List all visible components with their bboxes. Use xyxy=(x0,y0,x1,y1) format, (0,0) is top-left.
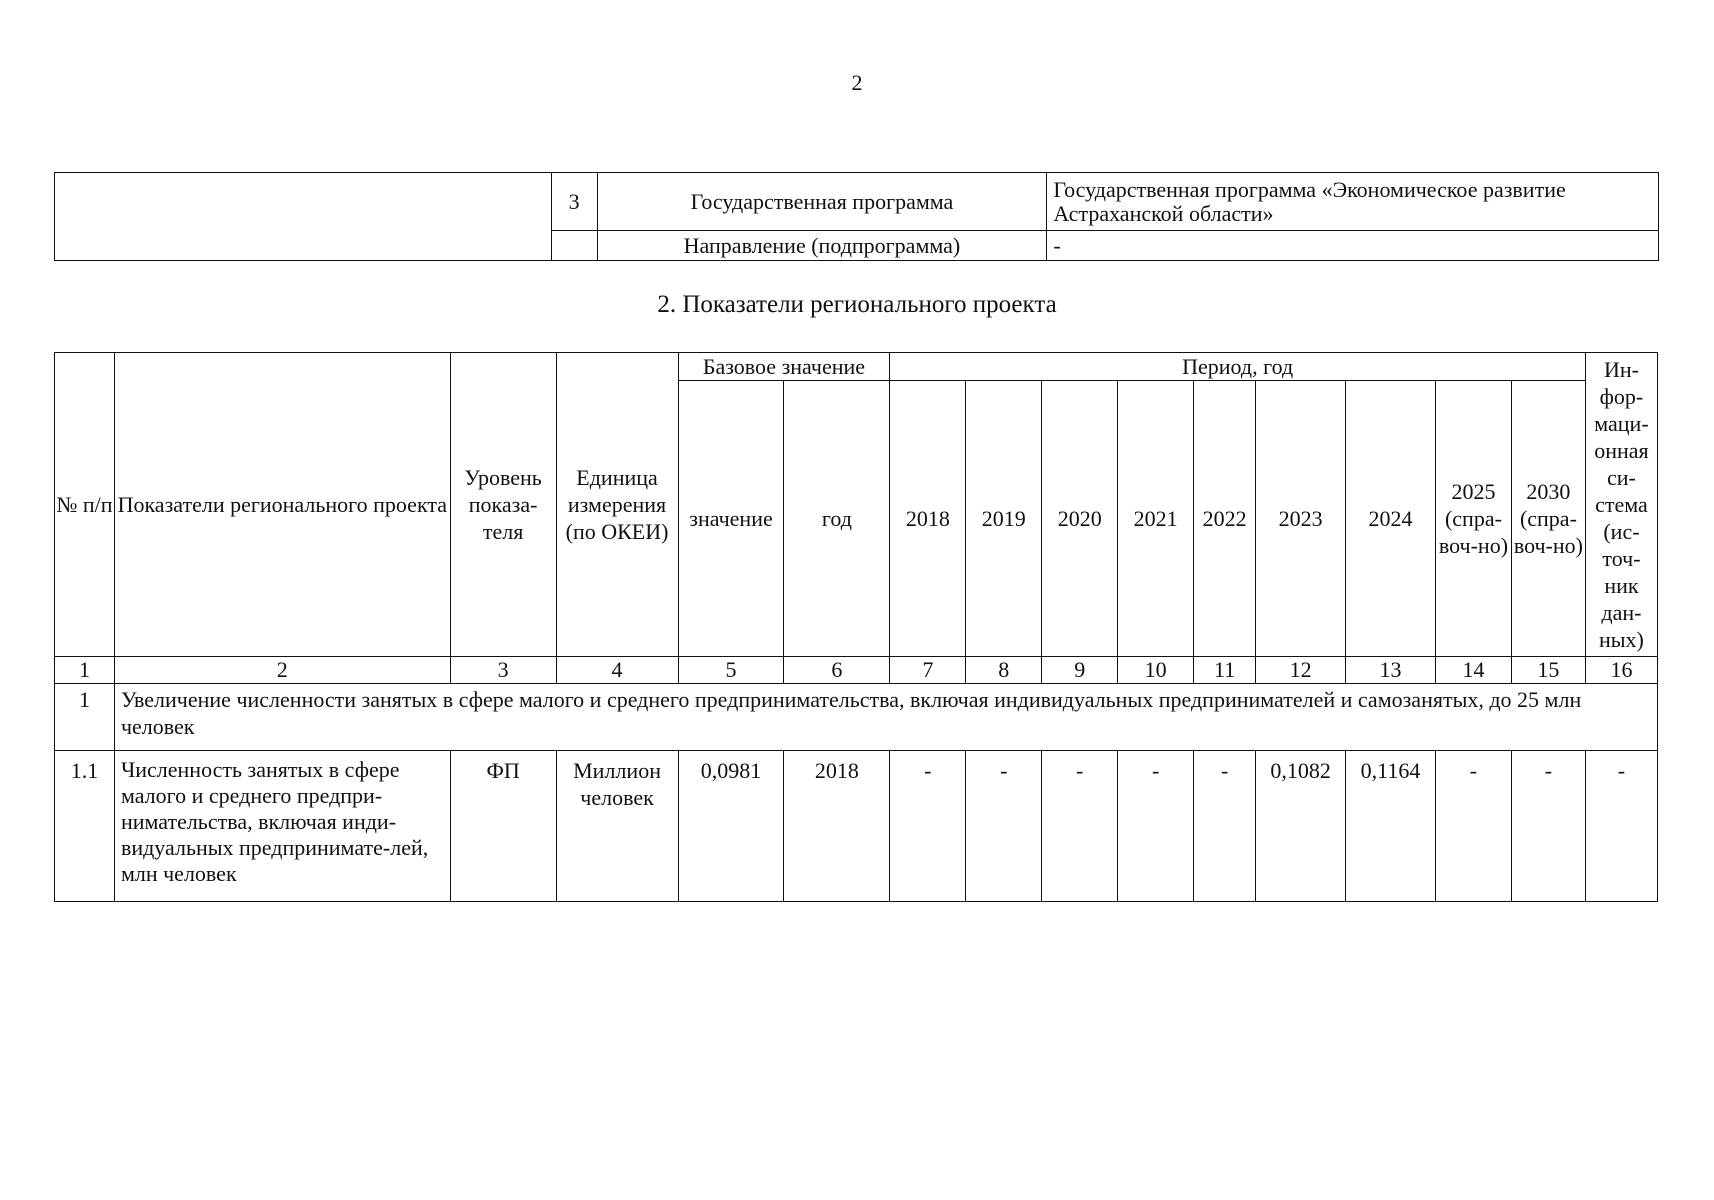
column-number: 4 xyxy=(556,657,678,684)
header-indicators: Показатели регионального проекта xyxy=(114,353,450,657)
header-unit: Единица измерения (по ОКЕИ) xyxy=(556,353,678,657)
section-title: 2. Показатели регионального проекта xyxy=(657,291,1057,318)
column-number: 2 xyxy=(114,657,450,684)
header-year-2023: 2023 xyxy=(1256,381,1346,657)
direction-label: Направление (подпрограмма) xyxy=(597,231,1047,261)
column-number: 6 xyxy=(784,657,890,684)
column-number: 3 xyxy=(450,657,556,684)
column-number: 7 xyxy=(890,657,966,684)
column-number: 5 xyxy=(678,657,784,684)
column-number: 9 xyxy=(1042,657,1118,684)
column-number: 14 xyxy=(1435,657,1511,684)
column-number: 11 xyxy=(1194,657,1256,684)
row-2018: - xyxy=(890,751,966,902)
column-number: 13 xyxy=(1346,657,1436,684)
header-year-2019: 2019 xyxy=(966,381,1042,657)
column-number: 16 xyxy=(1585,657,1657,684)
row-number: 3 xyxy=(551,173,597,231)
row-2022: - xyxy=(1194,751,1256,902)
row-2023: 0,1082 xyxy=(1256,751,1346,902)
header-period: Период, год xyxy=(890,353,1586,381)
row-base-value: 0,0981 xyxy=(678,751,784,902)
header-info-system: Ин-фор-маци-онная си-стема (ис-точ-ник дан-ных) xyxy=(1585,353,1657,657)
row-2020: - xyxy=(1042,751,1118,902)
program-label: Государственная программа xyxy=(597,173,1047,231)
group-num: 1 xyxy=(55,684,115,751)
group-title: Увеличение численности занятых в сфере малого и среднего предпринимательства, включая индивидуальных предпринимателей и самозанятых, до 25 млн человек xyxy=(114,684,1657,751)
indicators-table xyxy=(54,352,1658,902)
row-2021: - xyxy=(1118,751,1194,902)
table-row xyxy=(55,751,1658,902)
row-number xyxy=(551,231,597,261)
row-2025: - xyxy=(1435,751,1511,902)
program-info-table xyxy=(54,172,1659,261)
header-year-2021: 2021 xyxy=(1118,381,1194,657)
header-base-value: значение xyxy=(678,381,784,657)
row-num: 1.1 xyxy=(55,751,115,902)
column-number: 8 xyxy=(966,657,1042,684)
row-2030: - xyxy=(1511,751,1585,902)
header-base-year: год xyxy=(784,381,890,657)
program-value: Государственная программа «Экономическое развитие Астраханской области» xyxy=(1047,173,1659,231)
header-year-2030: 2030 (спра-воч-но) xyxy=(1511,381,1585,657)
header-year-2018: 2018 xyxy=(890,381,966,657)
column-number: 10 xyxy=(1118,657,1194,684)
header-base: Базовое значение xyxy=(678,353,890,381)
header-num: № п/п xyxy=(55,353,115,657)
direction-value: - xyxy=(1047,231,1659,261)
header-year-2022: 2022 xyxy=(1194,381,1256,657)
row-base-year: 2018 xyxy=(784,751,890,902)
page-number: 2 xyxy=(851,70,863,95)
header-year-2020: 2020 xyxy=(1042,381,1118,657)
row-info-system: - xyxy=(1585,751,1657,902)
row-2024: 0,1164 xyxy=(1346,751,1436,902)
header-year-2025: 2025 (спра-воч-но) xyxy=(1435,381,1511,657)
empty-cell xyxy=(55,173,552,261)
row-2019: - xyxy=(966,751,1042,902)
row-level: ФП xyxy=(450,751,556,902)
header-year-2024: 2024 xyxy=(1346,381,1436,657)
row-unit: Миллион человек xyxy=(556,751,678,902)
column-number: 12 xyxy=(1256,657,1346,684)
row-indicator-name: Численность занятых в сфере малого и среднего предпри-нимательства, включая инди-видуальных предпринимате-лей, млн человек xyxy=(114,751,450,902)
header-level: Уровень показа-теля xyxy=(450,353,556,657)
column-number: 15 xyxy=(1511,657,1585,684)
column-number: 1 xyxy=(55,657,115,684)
